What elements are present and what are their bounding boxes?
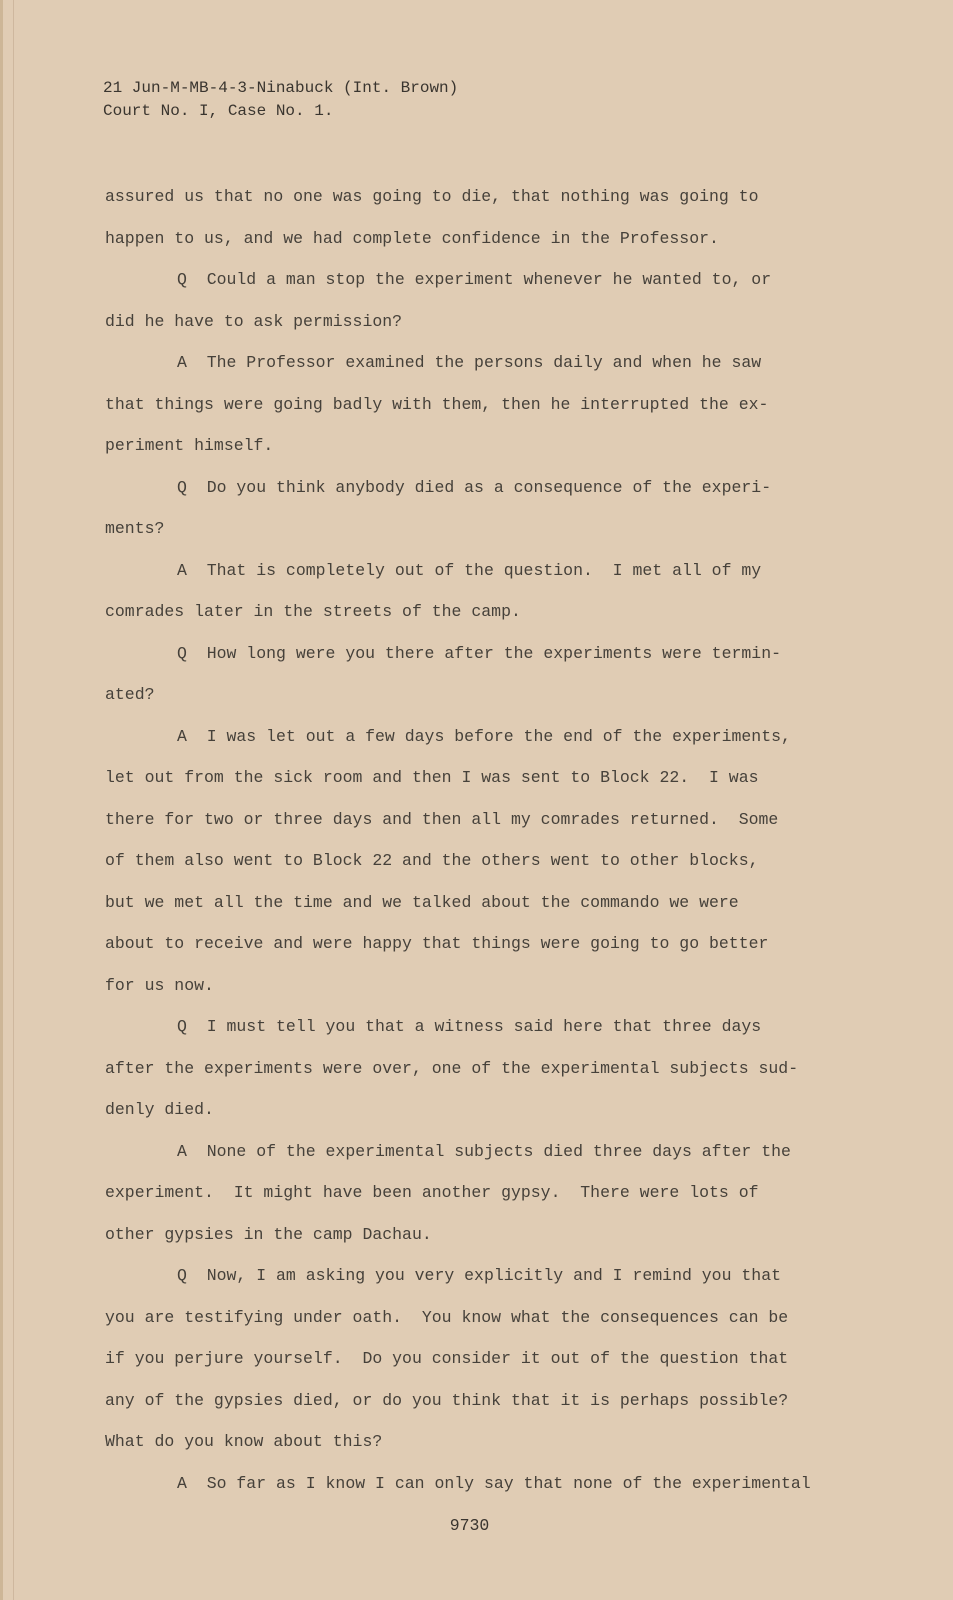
transcript-line: ated? bbox=[105, 685, 155, 704]
transcript-line: experiment. It might have been another gypsy. There were lots of bbox=[105, 1183, 759, 1202]
transcript-line: happen to us, and we had complete confidence in the Professor. bbox=[105, 228, 719, 248]
transcript-paragraph bbox=[105, 1131, 825, 1256]
transcript-line: but we met all the time and we talked about the commando we were bbox=[105, 892, 739, 912]
transcript-paragraph bbox=[105, 1006, 825, 1131]
transcript-paragraph bbox=[105, 259, 825, 342]
transcript-line: any of the gypsies died, or do you think that it is perhaps possible? bbox=[105, 1390, 789, 1410]
transcript-line: about to receive and were happy that things were going to go better bbox=[105, 934, 769, 953]
transcript-line: Q How long were you there after the experiments were termin- bbox=[177, 643, 781, 663]
transcript-line: you are testifying under oath. You know what the consequences can be bbox=[105, 1307, 789, 1327]
transcript-line: A That is completely out of the question. I met all of my bbox=[177, 560, 762, 580]
transcript-paragraph bbox=[105, 716, 825, 1007]
transcript-line: A I was let out a few days before the end of the experiments, bbox=[177, 726, 791, 746]
transcript-line: assured us that no one was going to die, that nothing was going to bbox=[105, 187, 759, 206]
transcript-paragraph bbox=[105, 550, 825, 633]
transcript-paragraph bbox=[105, 467, 825, 550]
transcript-paragraph bbox=[105, 342, 825, 467]
transcript-paragraph bbox=[105, 1463, 825, 1505]
transcript-line: Q Now, I am asking you very explicitly and I remind you that bbox=[177, 1266, 781, 1285]
page-number: 9730 bbox=[449, 1516, 490, 1535]
transcript-line: Q Do you think anybody died as a consequence of the experi- bbox=[177, 477, 772, 497]
transcript-line: A So far as I know I can only say that none of the experimental bbox=[177, 1473, 811, 1493]
transcript-line: What do you know about this? bbox=[105, 1432, 383, 1451]
transcript-line: of them also went to Block 22 and the others went to other blocks, bbox=[105, 851, 759, 870]
transcript-line: denly died. bbox=[105, 1100, 214, 1119]
transcript-line: for us now. bbox=[105, 975, 214, 995]
transcript-line: A None of the experimental subjects died three days after the bbox=[177, 1141, 791, 1161]
transcript-line: there for two or three days and then all my comrades returned. Some bbox=[105, 809, 779, 829]
header-case-reference: 21 Jun-M-MB-4-3-Ninabuck (Int. Brown) bbox=[103, 79, 459, 97]
transcript-paragraph bbox=[105, 633, 825, 716]
transcript-line: Q I must tell you that a witness said here that three days bbox=[177, 1017, 762, 1036]
transcript-line: comrades later in the streets of the camp. bbox=[105, 602, 521, 621]
transcript-line: after the experiments were over, one of the experimental subjects sud- bbox=[105, 1058, 799, 1078]
transcript-line: that things were going badly with them, then he interrupted the ex- bbox=[105, 394, 769, 414]
document-header bbox=[103, 77, 458, 123]
transcript-line: if you perjure yourself. Do you consider it out of the question that bbox=[105, 1349, 789, 1368]
transcript-body bbox=[105, 176, 825, 1504]
header-court-info: Court No. I, Case No. 1. bbox=[103, 102, 334, 120]
transcript-paragraph bbox=[105, 1255, 825, 1463]
transcript-paragraph bbox=[105, 176, 825, 259]
transcript-line: Q Could a man stop the experiment whenever he wanted to, or bbox=[177, 270, 772, 289]
transcript-line: A The Professor examined the persons daily and when he saw bbox=[177, 353, 762, 372]
transcript-line: periment himself. bbox=[105, 436, 274, 455]
transcript-line: other gypsies in the camp Dachau. bbox=[105, 1224, 432, 1244]
transcript-line: did he have to ask permission? bbox=[105, 311, 403, 331]
transcript-line: ments? bbox=[105, 519, 165, 538]
transcript-line: let out from the sick room and then I was sent to Block 22. I was bbox=[105, 768, 759, 787]
